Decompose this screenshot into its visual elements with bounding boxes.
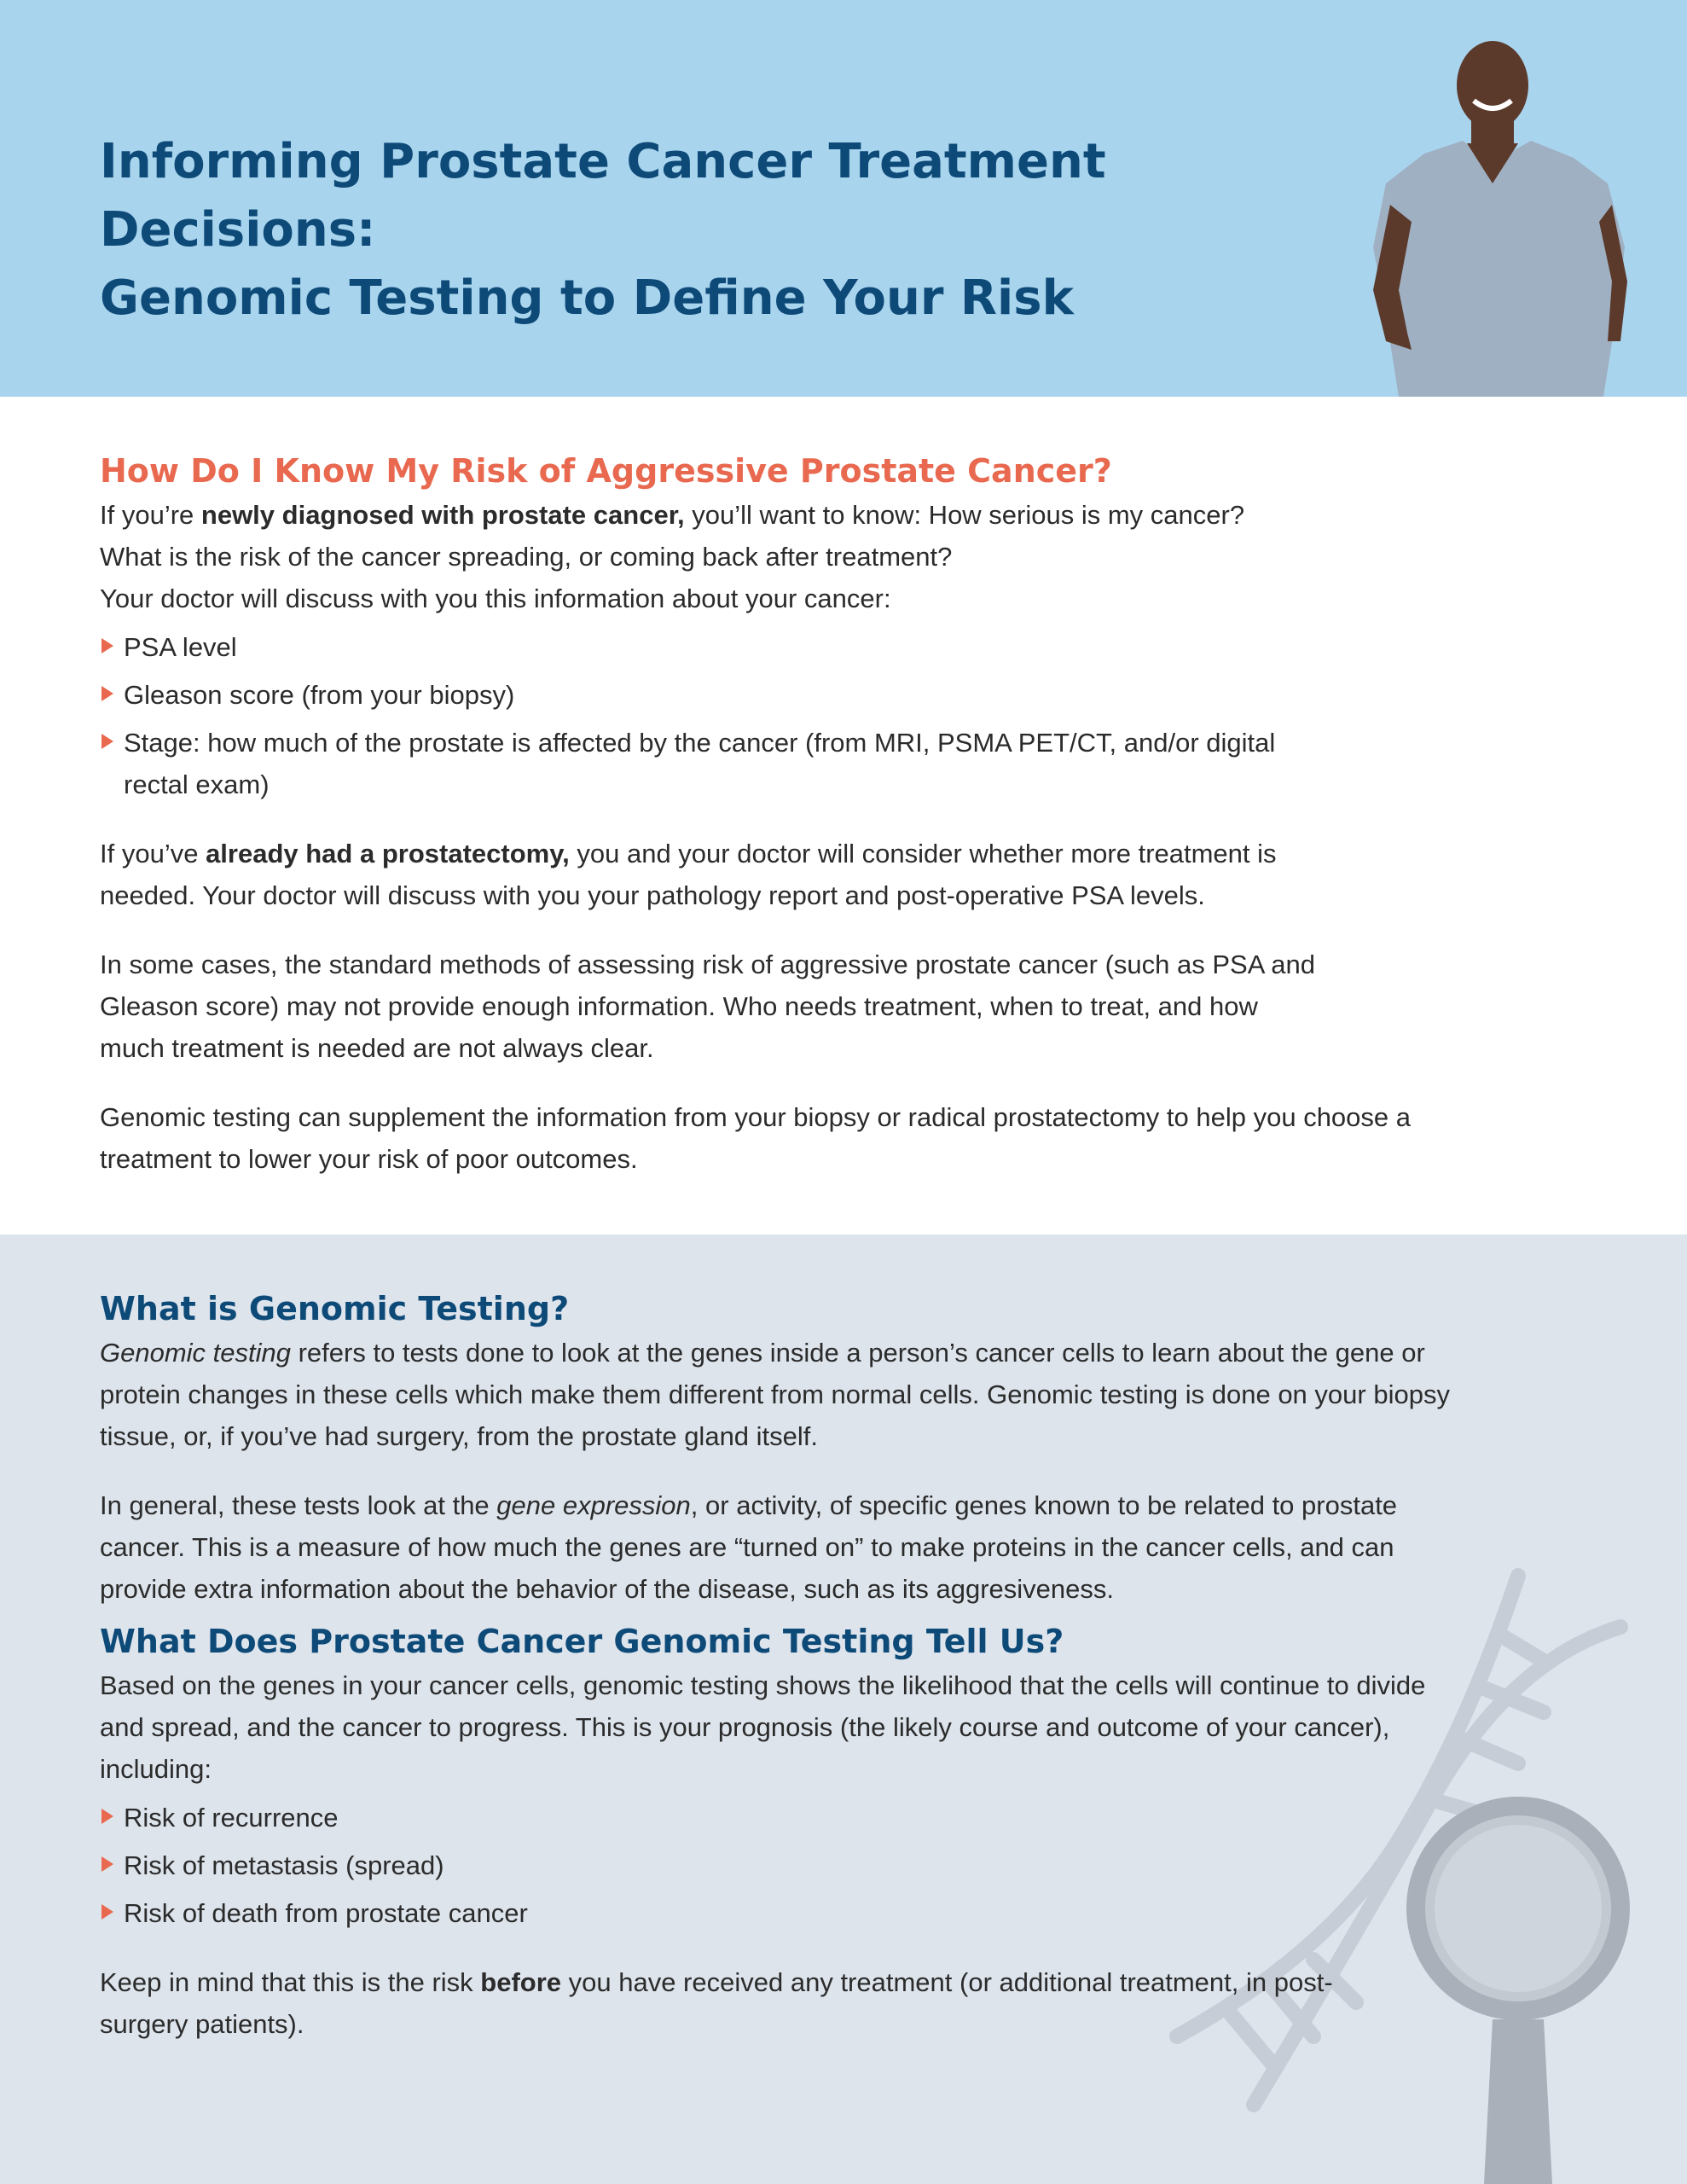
genomic-supplement-paragraph: Genomic testing can supplement the information from your biopsy or radical prostatectomy to help you choose a treatment to lower your risk of poor outcomes. [100, 1102, 1412, 1174]
list-item: Gleason score (from your biopsy) [100, 674, 1464, 716]
prostatectomy-text-2: you and your doctor will consider whether more treatment is needed. Your doctor will discuss with you your pathology report and post-operative PSA levels. [100, 839, 1277, 910]
risk-intro-line-2: What is the risk of the cancer spreading, or coming back after treatment? [100, 542, 953, 572]
prostatectomy-paragraph [100, 833, 1362, 916]
testing-tells-heading: What Does Prostate Cancer Genomic Testing Tell Us? [100, 1623, 1064, 1660]
prostatectomy-text: If you’ve [100, 839, 206, 868]
keep-in-mind-text-2: you have received any treatment (or additional treatment, in post-surgery patients). [100, 1967, 1333, 2039]
title-line-1: Informing Prostate Cancer Treatment Decisions: [100, 134, 1106, 258]
prostatectomy-bold: already had a prostatectomy, [206, 839, 570, 868]
man-portrait-image [1339, 34, 1655, 397]
risk-intro-line-3: Your doctor will discuss with you this information about your cancer: [100, 584, 891, 613]
risk-section [0, 397, 1687, 1234]
risk-intro-text-2: you’ll want to know: How serious is my cancer? [684, 500, 1245, 530]
list-item: PSA level [100, 626, 1464, 668]
gene-expression-paragraph [100, 1484, 1464, 1610]
prognosis-list [100, 1797, 1464, 1934]
keep-in-mind-paragraph [100, 1961, 1362, 2045]
risk-intro-text: If you’re [100, 500, 201, 530]
prognosis-paragraph: Based on the genes in your cancer cells, genomic testing shows the likelihood that the cells will continue to divide and spread, and the cancer to progress. This is your prognosis (the likely course and outcome of your cancer), including: [100, 1670, 1426, 1784]
genomic-section [0, 1234, 1687, 2184]
header-banner [0, 0, 1687, 397]
list-item: Risk of recurrence [100, 1797, 1464, 1838]
keep-in-mind-bold: before [480, 1967, 562, 1997]
title-line-2: Genomic Testing to Define Your Risk [100, 270, 1074, 326]
gene-expression-term: gene expression [496, 1490, 691, 1520]
genomic-heading: What is Genomic Testing? [100, 1290, 570, 1327]
page-title [100, 128, 1336, 333]
risk-factors-list [100, 626, 1464, 805]
gene-expression-text: In general, these tests look at the [100, 1490, 497, 1520]
list-item: Stage: how much of the prostate is affected by the cancer (from MRI, PSMA PET/CT, and/or digital rectal exam) [100, 722, 1335, 805]
standard-methods-paragraph: In some cases, the standard methods of assessing risk of aggressive prostate cancer (such as PSA and Gleason score) may not provide enough information. Who needs treatment, when to treat, and how much treatment is needed are not always clear. [100, 950, 1316, 1063]
risk-intro-bold: newly diagnosed with prostate cancer, [200, 500, 685, 530]
list-item: Risk of death from prostate cancer [100, 1892, 1464, 1934]
gene-expression-text-2: , or activity, of specific genes known to be related to prostate cancer. This is a measure of how much the genes are “turned on” to make proteins in the cancer cells, and can provide extra information about the behavior of the disease, such as its aggresiveness. [100, 1490, 1398, 1604]
genomic-definition-paragraph [100, 1332, 1464, 1457]
genomic-term: Genomic testing [100, 1338, 291, 1368]
genomic-definition-text: refers to tests done to look at the genes inside a person’s cancer cells to learn about the gene or protein changes in these cells which make them different from normal cells. Genomic testing is done on your biopsy tissue, or, if you’ve had surgery, from the prostate gland itself. [100, 1338, 1450, 1451]
risk-intro-paragraph [100, 494, 1464, 619]
list-item: Risk of metastasis (spread) [100, 1844, 1464, 1886]
keep-in-mind-text: Keep in mind that this is the risk [100, 1967, 481, 1997]
risk-heading: How Do I Know My Risk of Aggressive Prostate Cancer? [100, 452, 1112, 490]
